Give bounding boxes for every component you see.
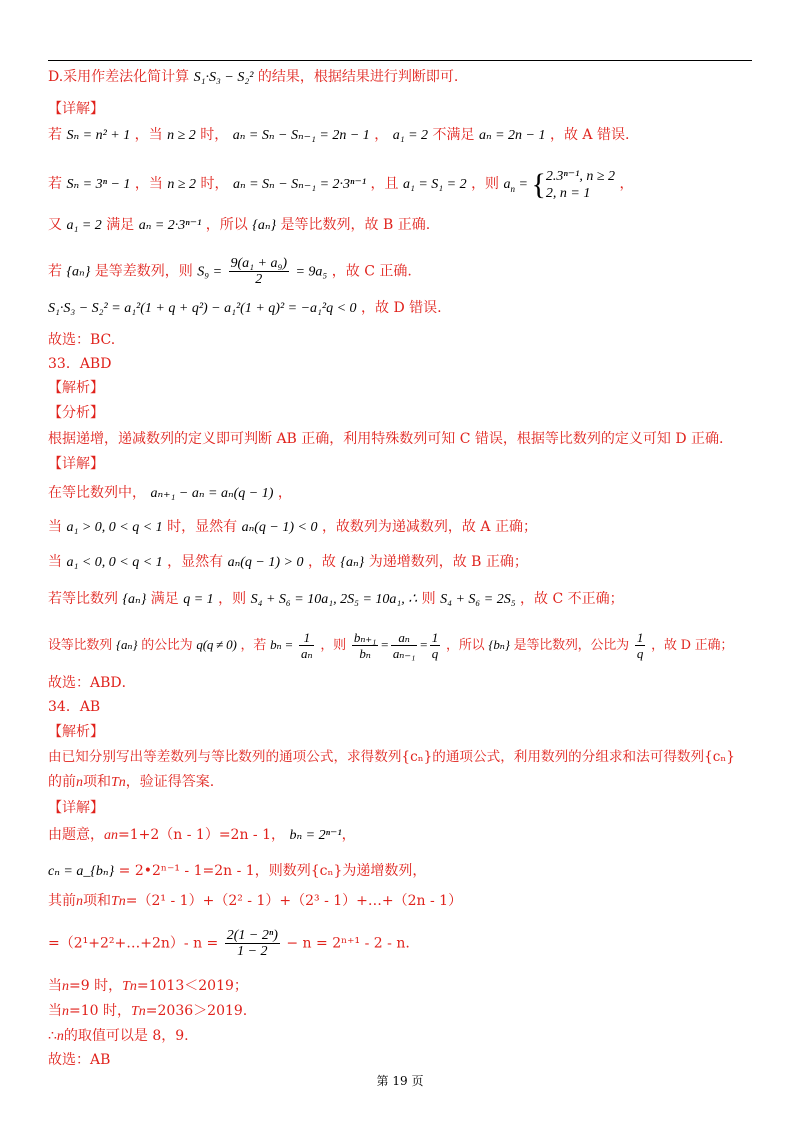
numerator: aₙ <box>391 630 417 646</box>
numerator: bₙ₊₁ <box>353 630 377 645</box>
text: ， <box>374 127 389 143</box>
math: a₁ < 0, 0 < q < 1 <box>66 555 163 570</box>
math: q(q ≠ 0) <box>196 637 237 652</box>
text: ，当 <box>134 176 163 193</box>
text: ，故 D 错误. <box>361 300 442 316</box>
math: cₙ = a_{bₙ} <box>48 864 115 879</box>
text: 则 <box>421 591 436 607</box>
text: 在等比数列中， <box>48 485 146 501</box>
math: Tn <box>122 979 137 994</box>
text: 时， <box>200 176 229 193</box>
p34-xiangjie-heading: 【详解】 <box>48 800 104 816</box>
p32-option-b-cont <box>48 216 768 235</box>
p34-analysis-1: 由已知分别写出等差数列与等比数列的通项公式，求得数列{cₙ}的通项公式，利用数列的分组求和法可得数列{cₙ} <box>48 749 735 765</box>
text: 又 <box>48 217 62 233</box>
math: n <box>76 775 83 790</box>
fraction <box>229 256 290 287</box>
text: =1+2（n - 1）=2n - 1， <box>118 827 286 843</box>
math: n <box>62 979 69 994</box>
p33-line-3 <box>48 553 768 572</box>
numerator: 9(a₁ + a₉) <box>230 256 288 271</box>
numerator: 1 <box>431 630 439 645</box>
text: =2036＞2019. <box>145 1003 248 1019</box>
text: ，则 <box>218 591 247 607</box>
denominator: aₙ <box>301 646 313 661</box>
math: a₁ = S₁ = 2 <box>402 177 467 193</box>
text: 当 <box>48 1003 62 1019</box>
text: 的取值可以是 8，9. <box>63 1028 189 1044</box>
text: ，故 A 错误. <box>549 127 630 143</box>
math: {aₙ} <box>115 637 138 652</box>
text: ，验证得答案. <box>125 774 215 790</box>
text: 时，显然有 <box>167 519 238 535</box>
text: ，故 C 不正确； <box>520 591 624 607</box>
math: an <box>104 828 118 843</box>
p32-xiangjie-heading: 【详解】 <box>48 101 104 117</box>
p34-line-6 <box>48 1002 768 1021</box>
hint-line-d <box>48 68 768 87</box>
math: aₙ = Sₙ − Sₙ₋₁ = 2·3ⁿ⁻¹ <box>232 177 367 193</box>
text: =（2¹+2²+…+2n）- n = <box>48 935 219 952</box>
p33-xiangjie-heading: 【详解】 <box>48 456 104 472</box>
denominator: 1 − 2 <box>237 944 268 959</box>
math: aₙ = Sₙ − Sₙ₋₁ = 2n − 1 <box>232 128 370 143</box>
text: − n = 2ⁿ⁺¹ - 2 - n. <box>286 935 410 952</box>
math: aₙ = 2·3ⁿ⁻¹ <box>138 218 202 233</box>
text: 的公比为 <box>141 638 193 653</box>
p33-jiexi-heading: 【解析】 <box>48 380 104 396</box>
case-2: 2, n = 1 <box>545 186 591 201</box>
math: aₙ(q − 1) < 0 <box>241 520 318 535</box>
math: n ≥ 2 <box>167 128 196 143</box>
numerator: 1 <box>636 630 644 645</box>
text: 若 <box>48 127 62 143</box>
math: S₉ = <box>197 264 223 280</box>
text: 设等比数列 <box>48 638 113 653</box>
p33-analysis: 根据递增，递减数列的定义即可判断 AB 正确，利用特殊数列可知 C 错误，根据等比数列的定义可知 D 正确. <box>48 431 724 447</box>
math: bₙ = 2ⁿ⁻¹ <box>289 828 342 843</box>
p32-option-c <box>48 256 768 287</box>
p34-line-7 <box>48 1027 768 1046</box>
denominator: bₙ <box>359 646 371 661</box>
math: n <box>62 1004 69 1019</box>
text: 的前 <box>48 774 76 790</box>
piecewise: $a_n = \{2.3^{n-1}$, n ≥ 2 2, n = 1 <box>503 168 616 201</box>
math: bₙ = <box>270 637 294 652</box>
text: =（2¹ - 1）+（2² - 1）+（2³ - 1）+…+（2n - 1） <box>125 893 463 909</box>
p34-line-3 <box>48 892 768 911</box>
math: a₁ = 2 <box>392 128 429 143</box>
numerator: 1 <box>299 630 314 646</box>
text: ，且 <box>370 176 399 193</box>
p34-jiexi-heading: 【解析】 <box>48 724 104 740</box>
text: 是等差数列，则 <box>94 263 193 280</box>
fraction <box>430 630 440 661</box>
denominator: q <box>431 646 439 661</box>
text: ，故 D 正确； <box>651 638 734 653</box>
math: a₁ > 0, 0 < q < 1 <box>66 520 163 535</box>
text: ， <box>341 827 356 843</box>
p33-line-5: 设等比数列 {aₙ} 的公比为 q(q ≠ 0) ，若 bₙ = $\frac{1}{\text{aₙ}}$ ，则 $\frac{\text{bₙ₊₁}}{\text{bₙ}}$ = $\frac{\text{aₙ}}{\text{aₙ₋₁}}$ = $\frac{1}{q}$ ，所以 {bₙ} 是等比数列，公比为 $\frac{1}{q}$ ，故 D 正确； <box>48 630 734 661</box>
fraction <box>391 630 417 661</box>
text: 当 <box>48 519 62 535</box>
text: 若 <box>48 263 62 280</box>
math: S₄ + S₆ = 10a₁, 2S₅ = 10a₁, ∴ <box>250 592 418 607</box>
fraction <box>225 928 280 959</box>
text: ，当 <box>134 127 163 143</box>
math: {aₙ} <box>66 264 91 280</box>
math: S₄ + S₆ = 2S₅ <box>440 592 516 607</box>
text: ∴ <box>48 1028 57 1044</box>
text: 是等比数列，公比为 <box>513 638 629 653</box>
text: ，故 C 正确. <box>331 263 412 280</box>
text: 若等比数列 <box>48 591 118 607</box>
math: n <box>76 894 83 909</box>
math: a₁ = 2 <box>66 218 102 233</box>
p34-line-1 <box>48 826 768 845</box>
text: 若 <box>48 176 62 193</box>
math: S₁·S₃ − S₂² = a₁²(1 + q + q²) − a₁²(1 + q)² = −a₁²q < 0 <box>48 301 357 316</box>
text: ，则 <box>320 638 346 653</box>
text: 由题意， <box>48 827 104 843</box>
p32-option-b <box>48 168 768 202</box>
math: {bₙ} <box>488 637 510 652</box>
text: ，故数列为递减数列，故 A 正确； <box>321 519 537 535</box>
text: 项和 <box>83 774 111 790</box>
header-rule <box>48 60 752 61</box>
math: {aₙ} <box>252 218 277 233</box>
hint-tail: 的结果，根据结果进行判断即可. <box>257 69 459 85</box>
p33-answer: 故选：ABD． <box>48 675 136 691</box>
text: = 2•2ⁿ⁻¹ - 1=2n - 1，则数列{cₙ}为递增数列， <box>118 863 427 879</box>
math: Sₙ = n² + 1 <box>66 128 131 143</box>
p32-option-d <box>48 299 768 318</box>
text: ， <box>619 176 634 193</box>
text: 为递增数列，故 B 正确； <box>368 554 528 570</box>
p33-line-2 <box>48 518 768 537</box>
hint-text: D.采用作差法化简计算 <box>48 69 190 85</box>
math: {aₙ} <box>122 592 147 607</box>
p33-fenxi-heading: 【分析】 <box>48 405 104 421</box>
math: Tn <box>131 1004 146 1019</box>
math: q = 1 <box>183 592 214 607</box>
text: 是等比数列，故 B 正确. <box>280 217 431 233</box>
math: aₙ = 2n − 1 <box>478 128 546 143</box>
text: ，所以 <box>205 217 248 233</box>
math: Sₙ = 3ⁿ − 1 <box>66 177 131 193</box>
text: 其前 <box>48 893 76 909</box>
text: 满足 <box>150 591 179 607</box>
denominator: 2 <box>255 272 263 287</box>
math: = 9a₅ <box>295 264 328 280</box>
denominator: q <box>636 646 644 661</box>
fraction <box>299 630 314 661</box>
p33-line-1 <box>48 484 768 503</box>
math: Tn <box>111 894 126 909</box>
text: 时， <box>200 127 229 143</box>
fraction <box>352 630 378 661</box>
p34-answer: 故选：AB <box>48 1052 111 1068</box>
page-number: 第 19 页 <box>376 1074 424 1088</box>
text: 不满足 <box>432 127 475 143</box>
p33-number: 33．ABD <box>48 356 112 372</box>
text: 当 <box>48 554 62 570</box>
math: {aₙ} <box>340 555 365 570</box>
text: ，故 <box>307 554 336 570</box>
math: aₙ(q − 1) > 0 <box>227 555 304 570</box>
text: ， <box>277 485 292 501</box>
fraction <box>635 630 645 661</box>
p34-analysis-2 <box>48 773 768 792</box>
p32-option-a <box>48 126 768 145</box>
text: =10 时， <box>69 1003 131 1019</box>
p34-line-5 <box>48 977 768 996</box>
text: ，则 <box>471 176 500 193</box>
text: 满足 <box>106 217 135 233</box>
p34-line-4 <box>48 928 768 959</box>
math: n <box>56 1029 64 1044</box>
numerator: 2(1 − 2ⁿ) <box>226 928 278 943</box>
math: aₙ₊₁ − aₙ = aₙ(q − 1) <box>150 486 274 501</box>
text: ，若 <box>240 638 267 653</box>
p34-number: 34．AB <box>48 699 101 715</box>
text: ，所以 <box>446 638 485 653</box>
case-1: 2.3ⁿ⁻¹, n ≥ 2 <box>545 169 616 184</box>
p33-line-4 <box>48 590 768 609</box>
text: 项和 <box>83 893 111 909</box>
text: 当 <box>48 978 62 994</box>
p32-answer: 故选：BC. <box>48 332 116 348</box>
text: ，显然有 <box>167 554 224 570</box>
math: n ≥ 2 <box>167 177 197 193</box>
text: =9 时， <box>69 978 123 994</box>
text: =1013＜2019； <box>136 978 248 994</box>
denominator: aₙ₋₁ <box>392 646 416 661</box>
hint-expr: S₁·S₃ − S₂² <box>193 70 254 85</box>
math: Tn <box>111 775 126 790</box>
p34-line-2 <box>48 862 768 881</box>
